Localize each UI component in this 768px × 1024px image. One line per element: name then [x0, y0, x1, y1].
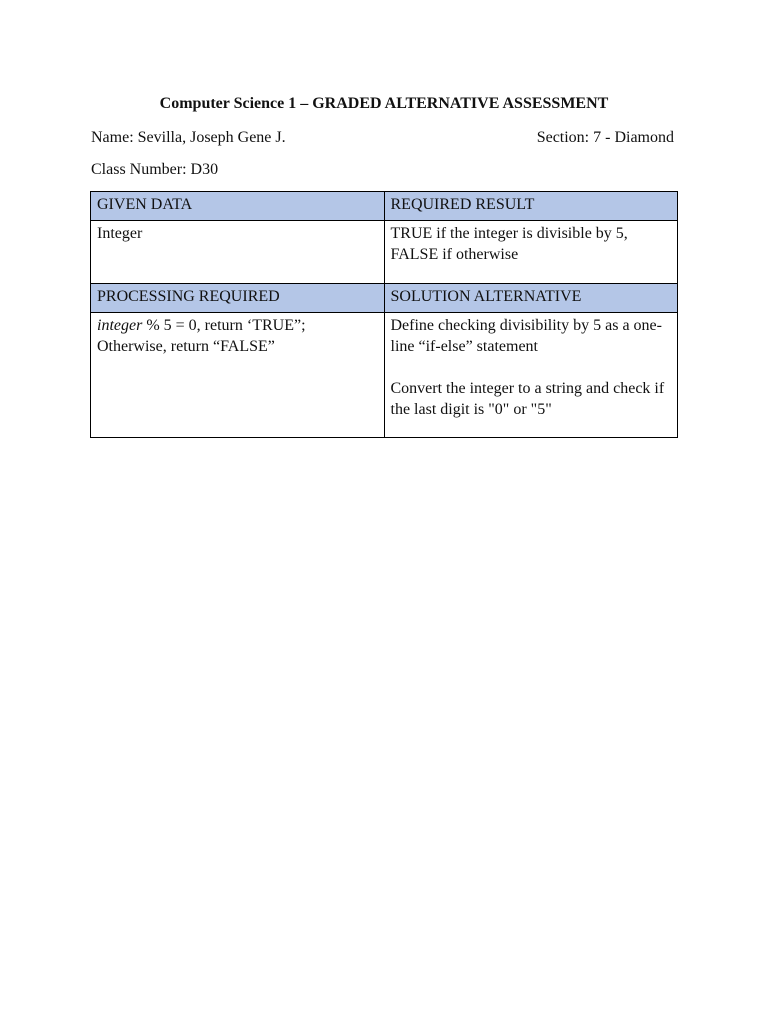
assessment-table	[90, 191, 678, 438]
table-row	[91, 221, 678, 284]
processing-text: % 5 = 0, return ‘TRUE”; Otherwise, return “FALSE”	[97, 317, 306, 355]
table-header-row	[91, 284, 678, 313]
given-data-cell: Integer	[91, 221, 385, 284]
required-result-header: REQUIRED RESULT	[384, 192, 678, 221]
processing-term: integer	[97, 317, 143, 334]
solution-alternative-cell	[384, 313, 678, 438]
document-title: Computer Science 1 – GRADED ALTERNATIVE ASSESSMENT	[159, 95, 609, 112]
student-name: Name: Sevilla, Joseph Gene J.	[91, 129, 286, 146]
processing-required-cell	[91, 313, 385, 438]
given-data-header: GIVEN DATA	[91, 192, 385, 221]
class-number: Class Number: D30	[91, 161, 219, 178]
processing-required-header: PROCESSING REQUIRED	[91, 284, 385, 313]
solution-alternative-2: Convert the integer to a string and check if the last digit is "0" or "5"	[390, 380, 665, 418]
table-row	[91, 313, 678, 438]
solution-alternative-1: Define checking divisibility by 5 as a one-line “if-else” statement	[390, 317, 662, 355]
student-section: Section: 7 - Diamond	[536, 129, 674, 146]
table-header-row	[91, 192, 678, 221]
required-result-cell: TRUE if the integer is divisible by 5, FALSE if otherwise	[384, 221, 678, 284]
solution-alternative-header: SOLUTION ALTERNATIVE	[384, 284, 678, 313]
